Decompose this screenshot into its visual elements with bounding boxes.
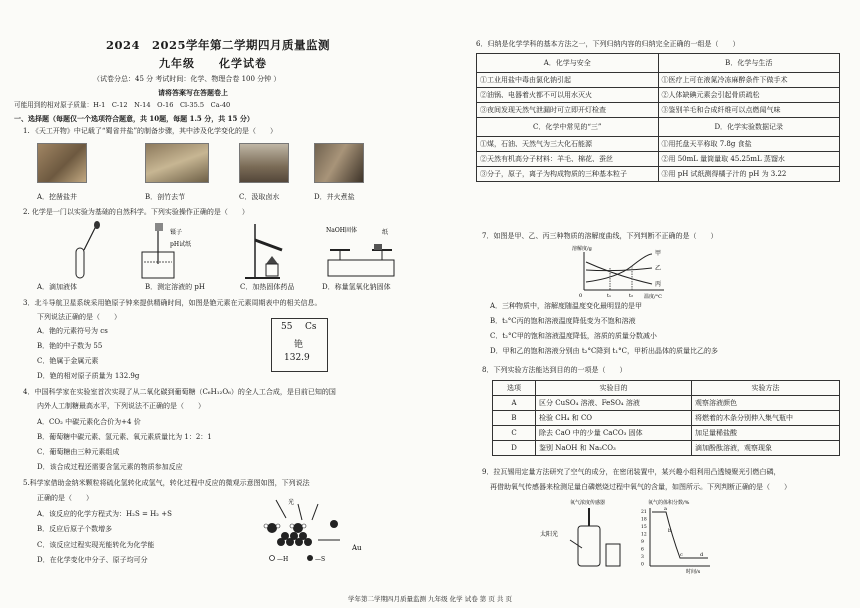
q6-cell: B．化学与生活 xyxy=(658,54,840,73)
q6-cell: ②天然有机高分子材料：羊毛、棉花、蚕丝 xyxy=(477,152,659,167)
q8-table-row xyxy=(493,396,840,411)
q1-image-c xyxy=(239,143,289,183)
q6-cell: ③鉴别羊毛和合成纤维可以点燃闻气味 xyxy=(658,103,840,118)
q6-group-header-row xyxy=(477,118,840,137)
q6-stem: 6．归纳是化学学科的基本方法之一，下列归纳内容的归纳完全正确的一组是（ ） xyxy=(476,40,740,48)
series-bing: 丙 xyxy=(655,281,662,288)
tick-t1: t₁ xyxy=(607,293,612,299)
naoh-label: NaOH固体 xyxy=(326,227,357,234)
point-a: a xyxy=(664,506,667,512)
q8-option-cell: D xyxy=(493,441,536,456)
q5-option-c[interactable]: C．该反应过程实现光能转化为化学能 xyxy=(37,541,155,549)
q1-image-b xyxy=(145,143,209,183)
q2-option-c[interactable]: C．加热固体药品 xyxy=(240,283,295,291)
graph-xlabel: 温度/°C xyxy=(644,294,663,300)
series-jia: 甲 xyxy=(655,250,662,257)
q8-table-row xyxy=(493,411,840,426)
o2-ytick: 21 xyxy=(641,510,647,515)
dropper-tube-icon xyxy=(76,221,100,278)
o2-ytick: 18 xyxy=(641,517,647,523)
sensor-label: 氧气浓度传感器 xyxy=(570,500,606,506)
q4-option-a[interactable]: A．CO₂ 中碳元素化合价为+4 价 xyxy=(37,418,141,426)
q9-experiment-figure xyxy=(540,496,720,574)
q2-apparatus-figure xyxy=(30,220,400,282)
exam-info: （试卷分总：45 分 考试时间：化学、物理合卷 100 分钟 ） xyxy=(93,75,281,83)
q7-stem: 7．如图是甲、乙、丙三种物质的溶解度曲线，下列判断不正确的是（ ） xyxy=(482,232,718,240)
q6-cell: ①煤，石油、天然气为三大化石能源 xyxy=(477,137,659,152)
solubility-graph xyxy=(572,242,682,300)
q1-stem: 1. 《天工开物》中记载了“蜀省井盐”的制备步骤，其中涉及化学变化的是（ ） xyxy=(23,127,278,135)
q5-option-b[interactable]: B．反应后原子个数增多 xyxy=(37,525,113,533)
exam-subtitle: 九年级 化学试卷 xyxy=(159,57,267,70)
q8-table-row xyxy=(493,441,840,456)
point-b: b xyxy=(668,528,672,534)
curve-yi xyxy=(586,268,652,271)
element-symbol: Cs xyxy=(305,322,317,332)
q6-cell: A．化学与安全 xyxy=(477,54,659,73)
q4-stem: 4．中国科学家在实验室首次实现了从二氧化碳到葡萄糖（C₆H₁₂O₆）的全人工合成，是目前已知的国 xyxy=(23,388,336,396)
tweezers-label: 镊子 xyxy=(170,229,183,236)
q7-option-d[interactable]: D．甲和乙的饱和溶液分别由 t₂°C降到 t₁°C，甲析出晶体的质量比乙的多 xyxy=(490,347,719,355)
q8-method-cell: 将燃着的木条分别伸入集气瓶中 xyxy=(691,411,839,426)
h2s-molecule-icon xyxy=(264,523,306,533)
q3-option-d[interactable]: D．铯的相对原子质量为 132.9g xyxy=(37,372,140,380)
q2-option-d[interactable]: D．称量氢氧化钠固体 xyxy=(322,283,391,291)
o2-xaxis-label: 时间/s xyxy=(686,569,701,574)
q6-cell: ①工业用盐中毒由氯化钠引起 xyxy=(477,73,659,88)
q3-sub: 下列说法正确的是（ ） xyxy=(37,313,121,321)
o2-ytick: 3 xyxy=(641,555,644,560)
q8-purpose-cell: 检验 CH₄ 和 CO xyxy=(536,411,692,426)
q6-table-row xyxy=(477,152,840,167)
q6-cell: C．化学中常见的“三” xyxy=(477,118,659,137)
q6-table-row xyxy=(477,167,840,182)
o2-yticks xyxy=(641,509,647,568)
tick-t2: t₂ xyxy=(629,293,634,299)
answer-notice: 请将答案写在答题卷上 xyxy=(158,88,228,97)
q7-option-a[interactable]: A．三种物质中，溶解度随温度变化最明显的是甲 xyxy=(490,302,643,310)
light-ray-icon xyxy=(276,500,286,518)
flask-apparatus-icon xyxy=(570,508,620,566)
q6-cell: ①用托盘天平称取 7.8g 食盐 xyxy=(658,137,840,152)
q5-option-a[interactable]: A．该反应的化学方程式为：H₂S = H₂ +S xyxy=(37,510,172,518)
q1-image-d xyxy=(314,143,364,183)
q8-option-cell: B xyxy=(493,411,536,426)
o2-ytick: 6 xyxy=(641,547,644,553)
au-label: Au xyxy=(352,544,362,552)
o2-ytick: 0 xyxy=(641,562,644,568)
q6-table-row xyxy=(477,103,840,118)
element-name: 铯 xyxy=(294,340,304,350)
element-cell xyxy=(271,318,328,372)
q1-option-d[interactable]: D．井火煮盐 xyxy=(314,193,355,201)
heating-stand-icon xyxy=(245,224,282,278)
q4-option-d[interactable]: D．该合成过程还需要含氢元素的物质参加反应 xyxy=(37,463,183,471)
q1-option-a[interactable]: A．挖凿盐井 xyxy=(37,193,78,201)
q6-table-row xyxy=(477,88,840,103)
q8-table-row xyxy=(493,426,840,441)
q5-reaction-figure xyxy=(236,494,376,564)
sunlight-label: 太阳光 xyxy=(540,531,559,538)
series-yi: 乙 xyxy=(655,265,662,272)
light-label: 光 xyxy=(288,499,295,506)
graph-ylabel: 溶解度/g xyxy=(572,246,592,252)
q2-option-b[interactable]: B．测定溶液的 pH xyxy=(145,283,205,291)
q6-cell: ③用 pH 试纸测得橘子汁的 pH 为 3.22 xyxy=(658,167,840,182)
ph-paper-label: pH试纸 xyxy=(170,241,192,248)
q6-table xyxy=(476,53,840,182)
q2-stem: 2. 化学是一门以实验为基础的自然科学。下列实验操作正确的是（ ） xyxy=(23,208,249,216)
q8-header-method: 实验方法 xyxy=(691,381,839,396)
q8-method-cell: 滴加酚酞溶液，观察现象 xyxy=(691,441,839,456)
o2-ytick: 15 xyxy=(641,525,647,530)
q3-stem: 3．北斗导航卫星系统采用铯原子钟来提供精确时间，如图是铯元素在元素周期表中的相关信息。 xyxy=(23,299,322,307)
q5-stem: 5.科学家借助金纳米颗粒将硫化氢转化成氢气，转化过程中反应的微观示意图如图，下列说法 xyxy=(23,479,310,487)
q2-option-a[interactable]: A．滴加液体 xyxy=(37,283,78,291)
point-d: d xyxy=(700,552,704,558)
q5-option-d[interactable]: D．在化学变化中分子、原子均可分 xyxy=(37,556,148,564)
q8-purpose-cell: 区分 CuSO₄ 溶液、FeSO₄ 溶液 xyxy=(536,396,692,411)
q6-cell: ③分子，原子，离子为构成物质的三种基本粒子 xyxy=(477,167,659,182)
o2-ytick: 9 xyxy=(641,540,644,545)
q6-table-row xyxy=(477,73,840,88)
q1-image-a xyxy=(37,143,87,183)
q5-sub: 正确的是（ ） xyxy=(37,494,93,502)
graph-origin: 0 xyxy=(579,293,583,299)
sulfur-atom-icon xyxy=(307,555,313,561)
curve-jia xyxy=(586,254,652,282)
q8-option-cell: A xyxy=(493,396,536,411)
element-mass: 132.9 xyxy=(284,353,310,363)
q7-option-c[interactable]: C．t₂°C甲的饱和溶液温度降低，溶质的质量分数减小 xyxy=(490,332,657,340)
q4-option-b[interactable]: B．葡萄糖中碳元素、氢元素、氧元素质量比为 1：2：1 xyxy=(37,433,212,441)
section-heading: 一、选择题（每题仅一个选项符合题意，共 10题，每题 1.5 分，共 15 分） xyxy=(14,114,254,123)
gold-nanoparticle-icon xyxy=(277,532,312,546)
q1-option-b[interactable]: B．剖竹去节 xyxy=(145,193,186,201)
element-number: 55 xyxy=(281,322,293,332)
q1-option-c[interactable]: C．汲取卤水 xyxy=(239,193,280,201)
q8-option-cell: C xyxy=(493,426,536,441)
exam-title: 2024 2025学年第二学期四月质量监测 xyxy=(106,38,331,52)
point-c: c xyxy=(680,552,683,558)
hydrogen-atom-icon xyxy=(270,556,275,561)
q7-option-b[interactable]: B．t₂°C丙的饱和溶液温度降低变为不饱和溶液 xyxy=(490,317,636,325)
page-footer: 学年第二学期四月质量监测 九年级 化学 试卷 第 页 共 页 xyxy=(348,595,512,603)
q3-option-a[interactable]: A．铯的元素符号为 cs xyxy=(37,327,108,335)
q8-table xyxy=(492,380,840,456)
q4-option-c[interactable]: C．葡萄糖由三种元素组成 xyxy=(37,448,120,456)
paper-label: 纸 xyxy=(382,229,389,236)
q6-cell: ②人体缺碘元素会引起骨质疏松 xyxy=(658,88,840,103)
q8-purpose-cell: 鉴别 NaOH 和 Na₂CO₃ xyxy=(536,441,692,456)
q6-table-row xyxy=(477,137,840,152)
balance-icon xyxy=(328,244,394,276)
q6-cell: ②油锅、电器着火都不可以用水灭火 xyxy=(477,88,659,103)
q8-stem: 8．下列实验方法能达到目的的一项是（ ） xyxy=(482,366,627,374)
q6-cell: D．化学实验数据记录 xyxy=(658,118,840,137)
q6-cell: ②用 50mL 量筒量取 45.25mL 蒸馏水 xyxy=(658,152,840,167)
q8-method-cell: 加足量稀盐酸 xyxy=(691,426,839,441)
q9-stem-2: 再借助氧气传感器来检测足量白磷燃烧过程中氧气的含量，如图所示。下列判断正确的是（ ） xyxy=(490,483,791,491)
q6-cell: ①医疗上可在液氮冷冻麻醉条件下做手术 xyxy=(658,73,840,88)
atomic-masses: 可能用到的相对原子质量：H-1 C-12 N-14 O-16 Cl-35.5 Ca-40 xyxy=(14,101,231,109)
q8-method-cell: 观察溶液颜色 xyxy=(691,396,839,411)
s-legend: —S xyxy=(315,556,326,563)
q6-group-header-row xyxy=(477,54,840,73)
o2-yaxis-label: 氧气的体积分数/% xyxy=(648,500,690,506)
q8-header-row xyxy=(493,381,840,396)
q6-cell: ③夜间发现天然气泄漏时可立即开灯检查 xyxy=(477,103,659,118)
q9-stem: 9．拉瓦锡用定量方法研究了空气的成分，在密闭装置中，某兴趣小组利用凸透镜聚光引燃白磷， xyxy=(482,468,781,476)
o2-ytick: 12 xyxy=(641,532,647,538)
q4-stem-2: 内外人工制糖最高水平，下列说法不正确的是（ ） xyxy=(37,402,205,410)
q8-purpose-cell: 除去 CaO 中的少量 CaCO₃ 固体 xyxy=(536,426,692,441)
q8-header-option: 选项 xyxy=(493,381,536,396)
q8-header-purpose: 实验目的 xyxy=(536,381,692,396)
h-legend: —H xyxy=(277,556,289,563)
q3-option-b[interactable]: B．铯的中子数为 55 xyxy=(37,342,103,350)
q3-option-c[interactable]: C．铯属于金属元素 xyxy=(37,357,99,365)
